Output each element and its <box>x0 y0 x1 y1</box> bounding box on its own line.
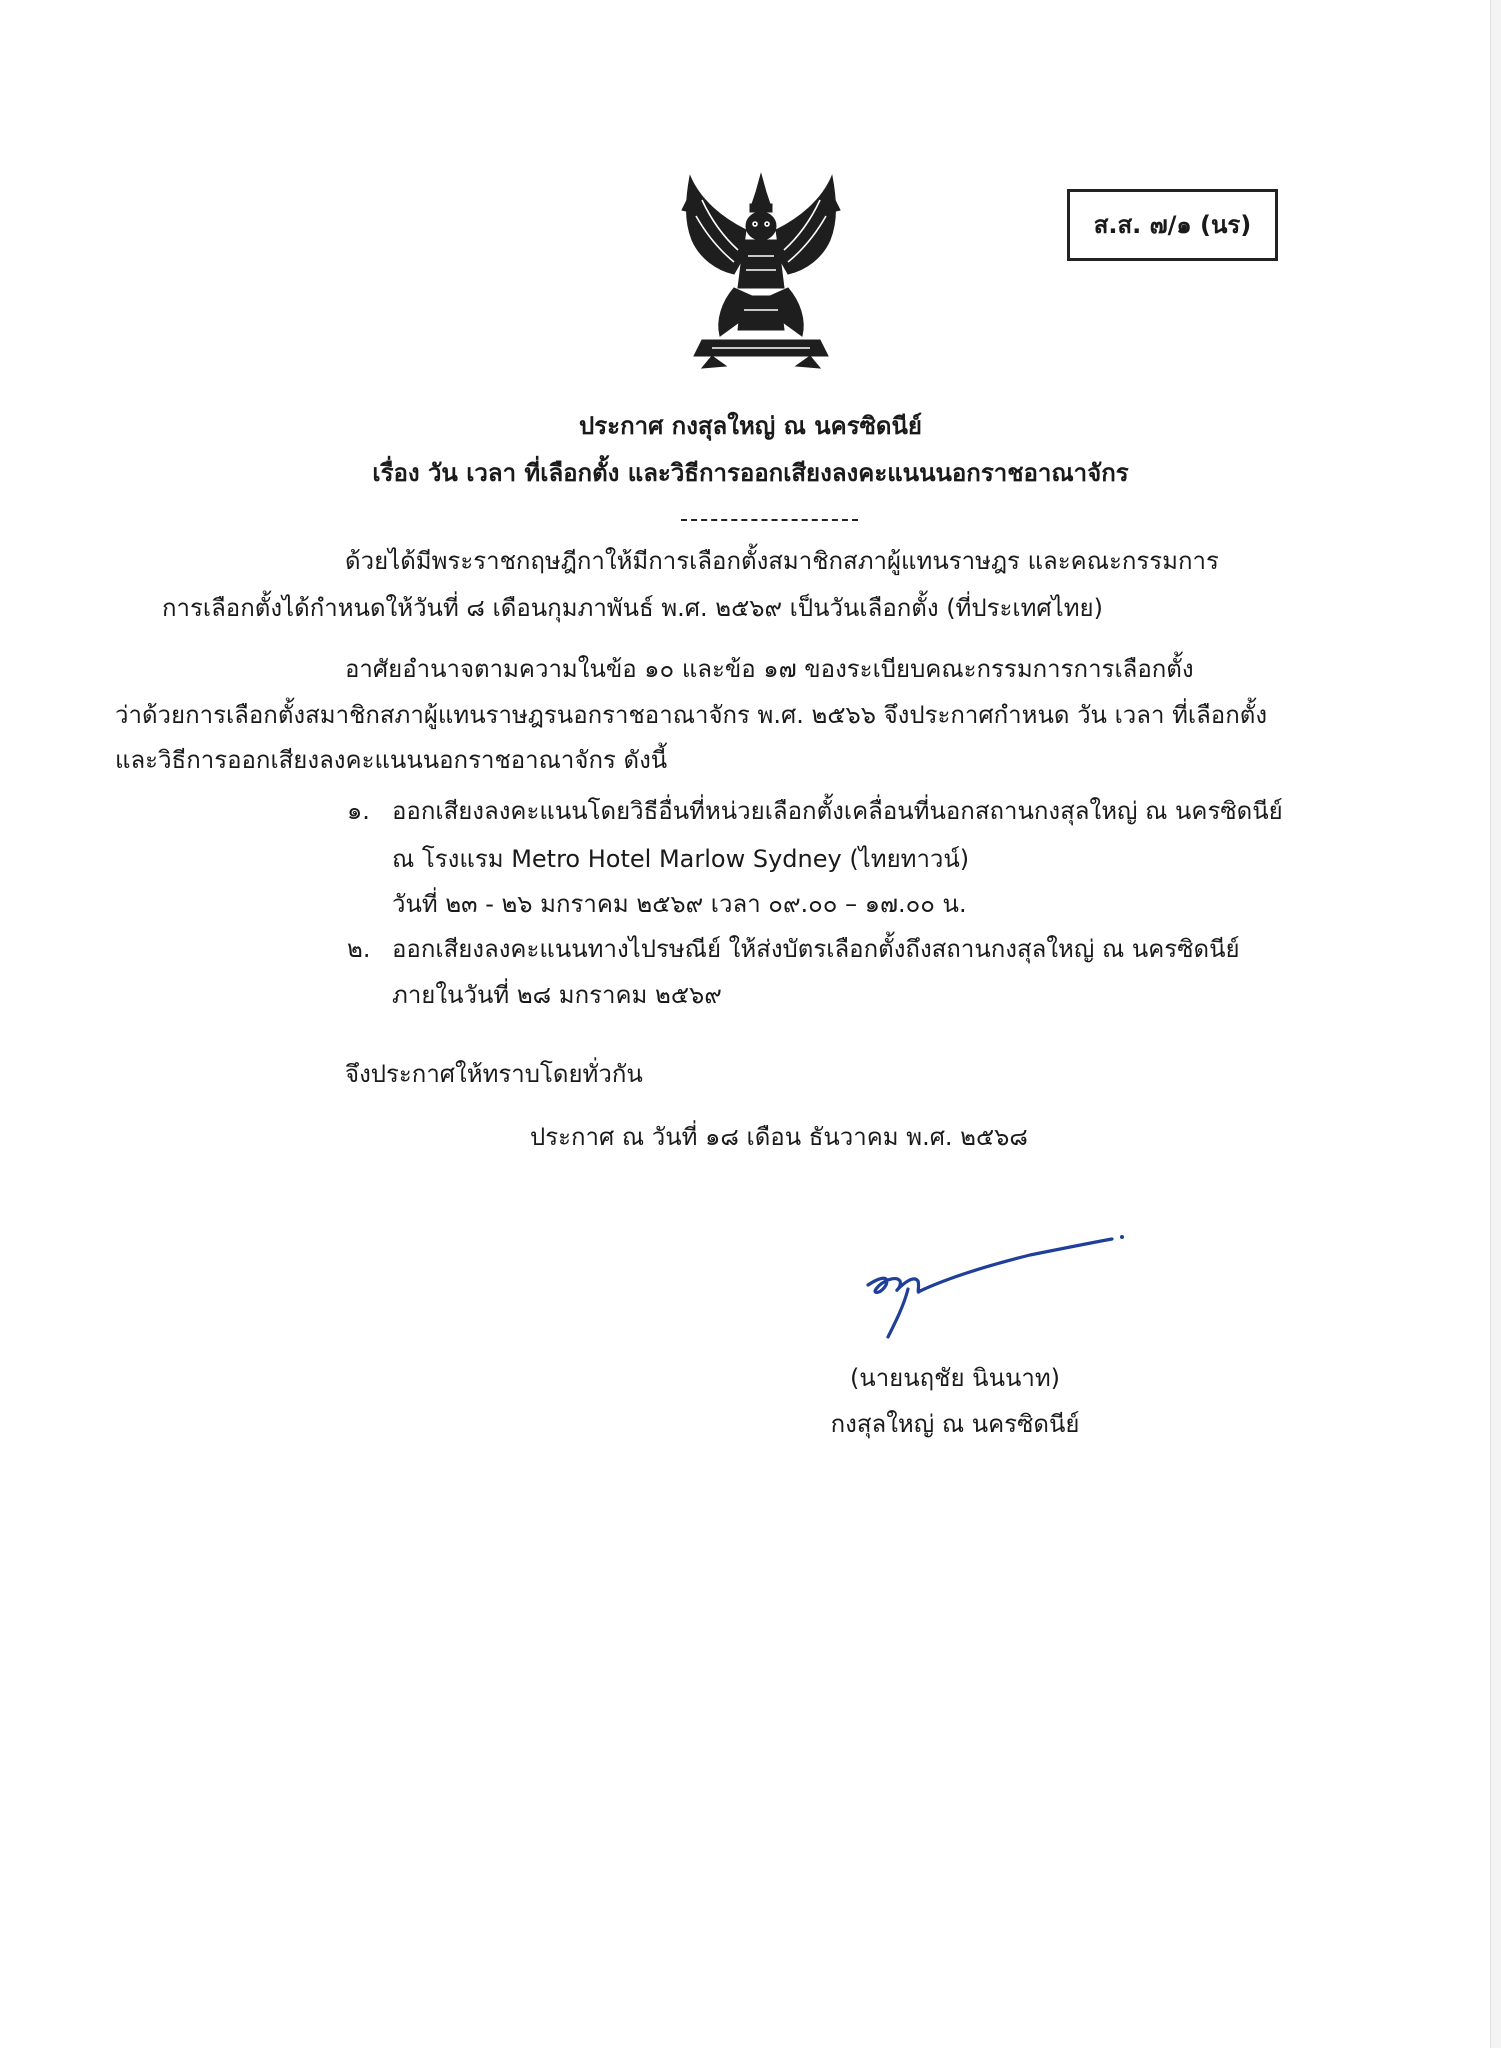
announcement-title: ประกาศ กงสุลใหญ่ ณ นครซิดนีย์ <box>579 412 922 440</box>
page-edge <box>1490 0 1501 2048</box>
signatory-name: (นายนฤชัย นินนาท) <box>849 1364 1061 1392</box>
item-2-line-1: ออกเสียงลงคะแนนทางไปรษณีย์ ให้ส่งบัตรเลือกตั้งถึงสถานกงสุลใหญ่ ณ นครซิดนีย์ <box>392 935 1240 963</box>
announcement-date: ประกาศ ณ วันที่ ๑๘ เดือน ธันวาคม พ.ศ. ๒๕๖๘ <box>530 1123 1028 1151</box>
paragraph-1-line-1: ด้วยได้มีพระราชกฤษฎีกาให้มีการเลือกตั้งสมาชิกสภาผู้แทนราษฎร และคณะกรรมการ <box>345 547 1219 575</box>
item-2-number: ๒. <box>347 935 371 963</box>
paragraph-2-line-2: ว่าด้วยการเลือกตั้งสมาชิกสภาผู้แทนราษฎรนอกราชอาณาจักร พ.ศ. ๒๕๖๖ จึงประกาศกำหนด วัน เวลา ที่เลือกตั้ง <box>115 701 1268 729</box>
garuda-emblem-icon <box>672 170 850 370</box>
signatory-position: กงสุลใหญ่ ณ นครซิดนีย์ <box>830 1410 1080 1438</box>
paragraph-1-line-2: การเลือกตั้งได้กำหนดให้วันที่ ๘ เดือนกุมภาพันธ์ พ.ศ. ๒๕๖๙ เป็นวันเลือกตั้ง (ที่ประเทศไทย) <box>162 594 1103 622</box>
form-code-box: ส.ส. ๗/๑ (นร) <box>1067 189 1278 261</box>
signature-icon <box>860 1225 1130 1355</box>
announcement-subject: เรื่อง วัน เวลา ที่เลือกตั้ง และวิธีการออกเสียงลงคะแนนนอกราชอาณาจักร <box>372 459 1129 487</box>
item-2-line-2: ภายในวันที่ ๒๘ มกราคม ๒๕๖๙ <box>392 981 722 1009</box>
item-1-line-1: ออกเสียงลงคะแนนโดยวิธีอื่นที่หน่วยเลือกตั้งเคลื่อนที่นอกสถานกงสุลใหญ่ ณ นครซิดนีย์ <box>392 797 1283 825</box>
paragraph-2-line-3: และวิธีการออกเสียงลงคะแนนนอกราชอาณาจักร ดังนี้ <box>115 746 668 774</box>
item-1-line-2: ณ โรงแรม Metro Hotel Marlow Sydney (ไทยทาวน์) <box>392 845 970 873</box>
item-1-number: ๑. <box>347 797 370 825</box>
paragraph-2-line-1: อาศัยอำนาจตามความในข้อ ๑๐ และข้อ ๑๗ ของระเบียบคณะกรรมการการเลือกตั้ง <box>345 655 1194 683</box>
closing-statement: จึงประกาศให้ทราบโดยทั่วกัน <box>345 1060 643 1088</box>
title-divider <box>681 519 858 521</box>
item-1-line-3: วันที่ ๒๓ - ๒๖ มกราคม ๒๕๖๙ เวลา ๐๙.๐๐ – ๑๗.๐๐ น. <box>392 890 967 918</box>
